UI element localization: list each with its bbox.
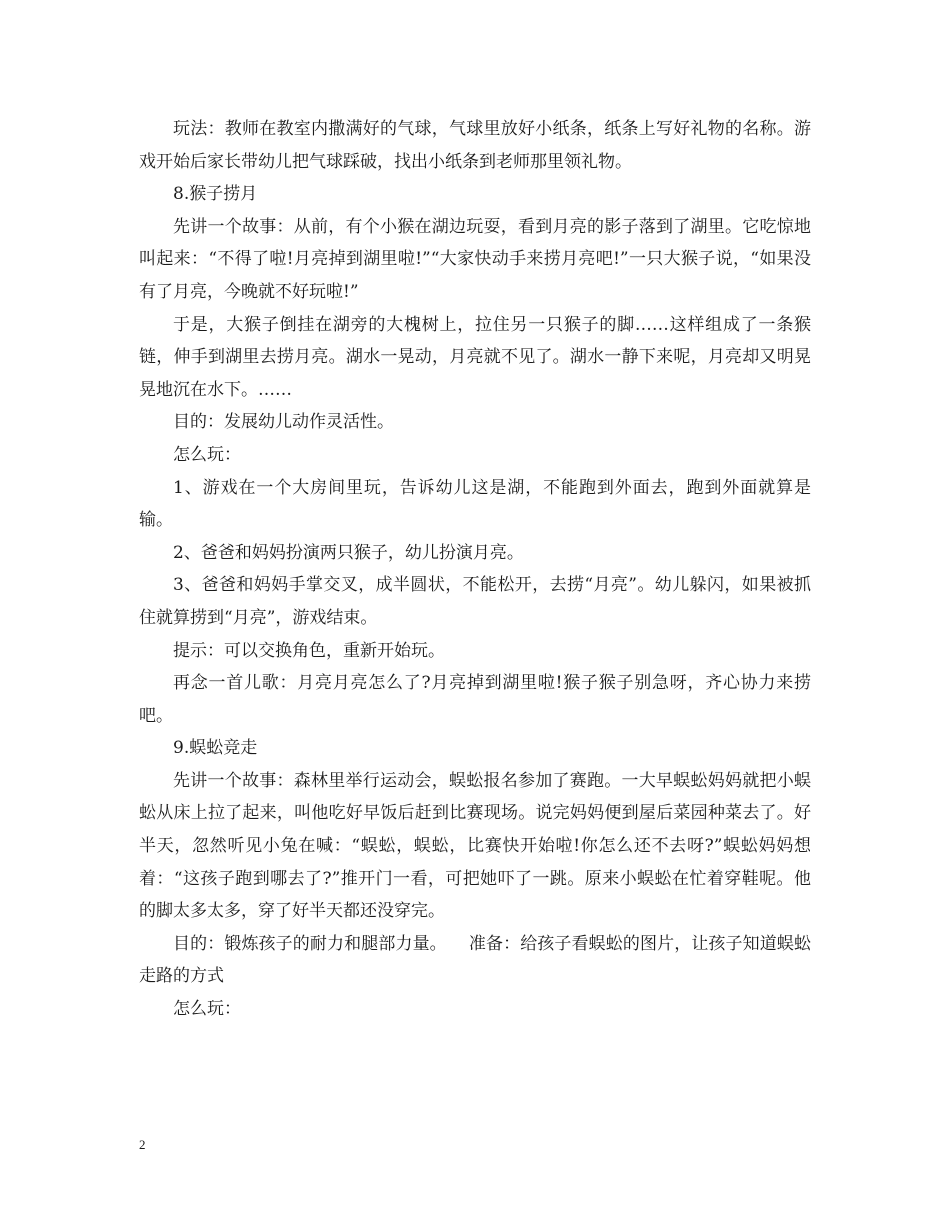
heading-monkey-moon: 8.猴子捞月: [173, 184, 258, 205]
paragraph-purpose: 目的：发展幼儿动作灵活性。: [173, 412, 394, 433]
paragraph-step-3: 3、爸爸和妈妈手掌交叉，成半圆状，不能松开，去捞“月亮”。幼儿躲闪，如果被抓住就算捞到“月亮”，游戏结束。: [139, 575, 811, 628]
paragraph-story-monkey: 先讲一个故事：从前，有个小猴在湖边玩耍，看到月亮的影子落到了湖里。它吃惊地叫起来：“不得了啦!月亮掉到湖里啦!”“大家快动手来捞月亮吧!”一只大猴子说，“如果没有了月亮，今晚就不好玩啦!”: [139, 216, 811, 302]
paragraph-step-2: 2、爸爸和妈妈扮演两只猴子，幼儿扮演月亮。: [173, 542, 524, 563]
paragraph-rules: 玩法：教师在教室内撒满好的气球，气球里放好小纸条，纸条上写好礼物的名称。游戏开始后家长带幼儿把气球踩破，找出小纸条到老师那里领礼物。: [139, 119, 811, 172]
body-text: [139, 113, 811, 1026]
heading-centipede-race: 9.蜈蚣竞走: [173, 738, 258, 759]
paragraph-story-centipede: 先讲一个故事：森林里举行运动会，蜈蚣报名参加了赛跑。一大早蜈蚣妈妈就把小蜈蚣从床上拉了起来，叫他吃好早饭后赶到比赛现场。说完妈妈便到屋后菜园种菜去了。好半天，忽然听见小兔在喊：“蜈蚣，蜈蚣，比赛快开始啦!你怎么还不去呀?”蜈蚣妈妈想着：“这孩子跑到哪去了?”推开门一看，可把她吓了一跳。原来小蜈蚣在忙着穿鞋呢。他的脚太多太多，穿了好半天都还没穿完。: [139, 770, 811, 922]
paragraph-step-1: 1、游戏在一个大房间里玩，告诉幼儿这是湖，不能跑到外面去，跑到外面就算是输。: [139, 477, 811, 531]
paragraph-purpose-preparation: 目的：锻炼孩子的耐力和腿部力量。 准备：给孩子看蜈蚣的图片，让孩子知道蜈蚣走路的方式: [139, 933, 811, 987]
paragraph-rhyme: 再念一首儿歌：月亮月亮怎么了?月亮掉到湖里啦!猴子猴子别急呀，齐心协力来捞吧。: [139, 673, 811, 726]
paragraph-how-to-play-2: 怎么玩：: [173, 999, 241, 1020]
paragraph-how-to-play: 怎么玩：: [173, 444, 241, 465]
paragraph-story-monkey-continued: 于是，大猴子倒挂在湖旁的大槐树上，拉住另一只猴子的脚……这样组成了一条猴链，伸手到湖里去捞月亮。湖水一晃动，月亮就不见了。湖水一静下来呢，月亮却又明晃晃地沉在水下。……: [139, 314, 811, 400]
paragraph-tip: 提示：可以交换角色，重新开始玩。: [173, 640, 445, 661]
page-number: 2: [139, 1137, 146, 1152]
